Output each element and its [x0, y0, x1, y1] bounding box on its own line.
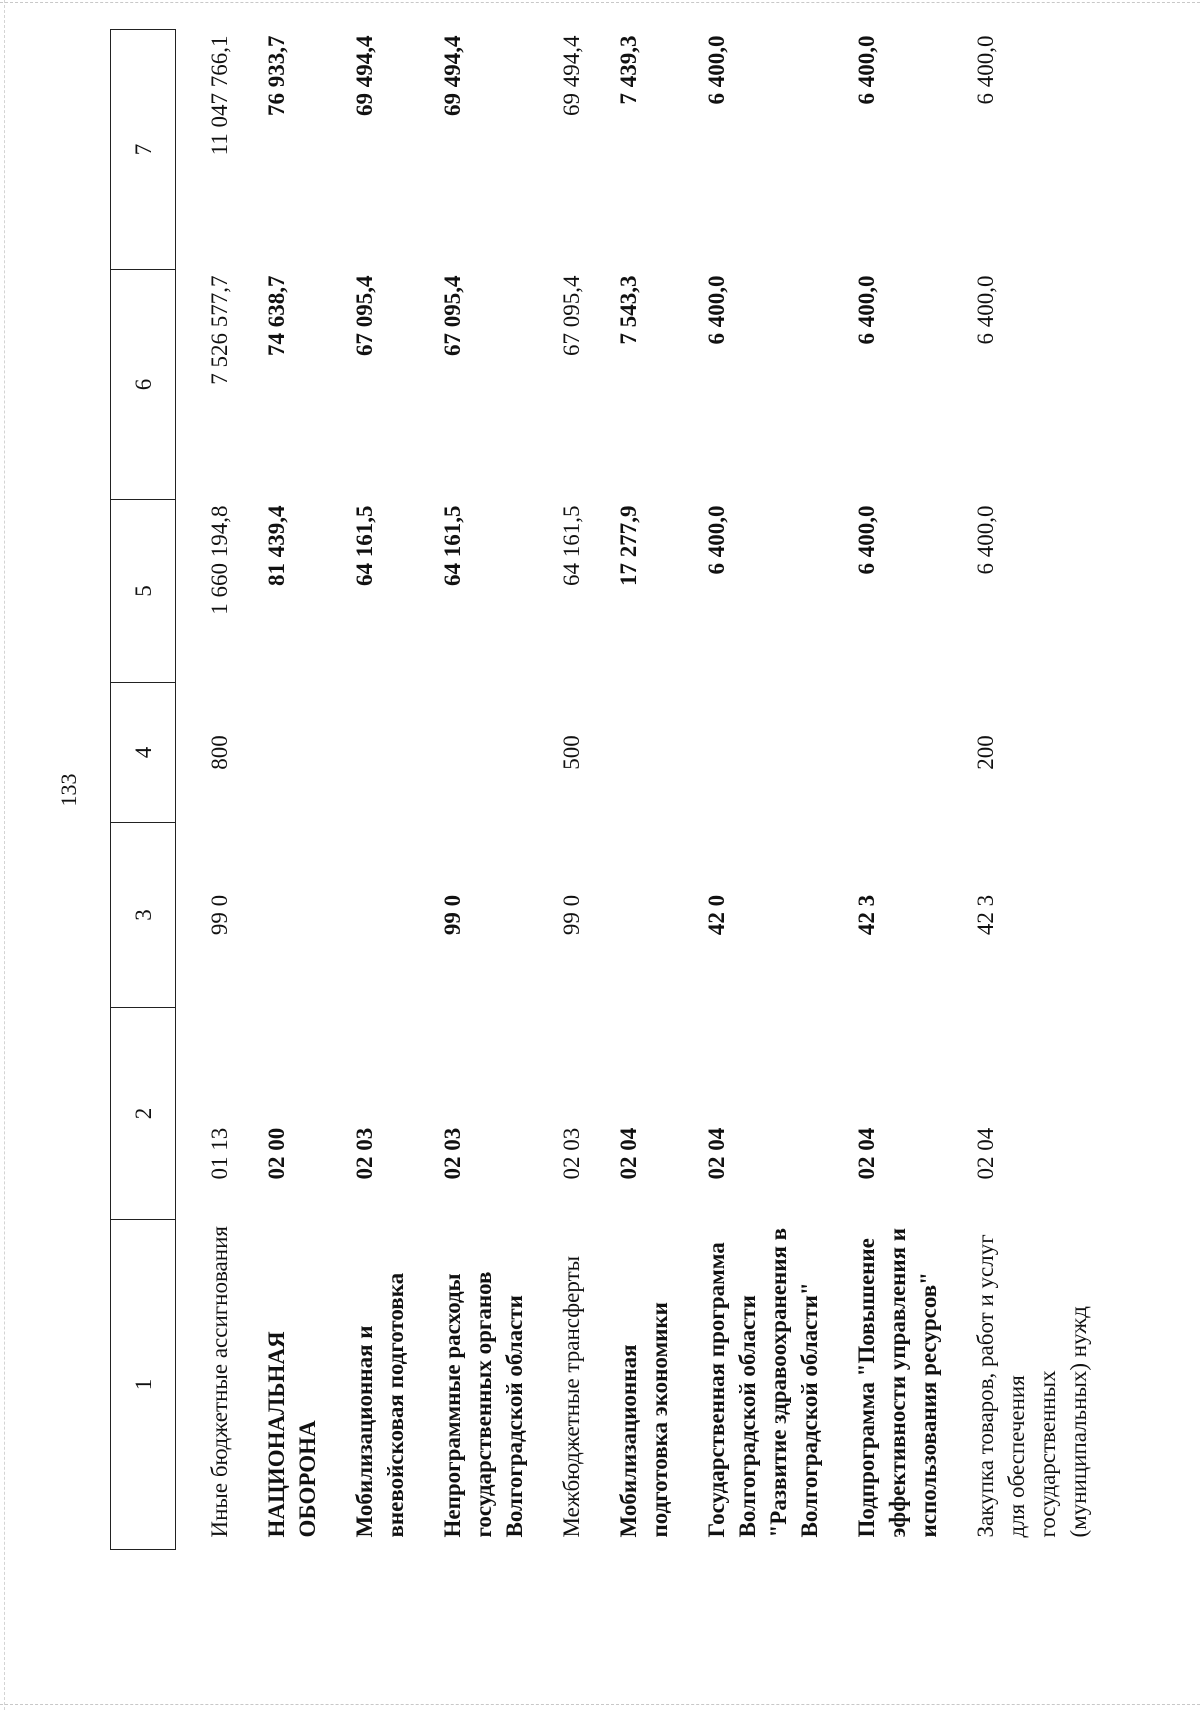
row-value-7: 69 494,4 [440, 35, 465, 116]
row-value-5: 64 161,5 [440, 505, 465, 586]
row-value-7: 76 933,7 [264, 35, 289, 116]
row-value-6: 67 095,4 [559, 275, 584, 356]
row-value-7: 69 494,4 [559, 35, 584, 116]
row-value-5: 64 161,5 [559, 505, 584, 586]
row-section-code: 01 13 [207, 1127, 232, 1180]
column-header-5: 5 [111, 500, 176, 683]
row-name: Мобилизационная подготовка экономики [616, 1302, 672, 1538]
row-section-code: 02 03 [352, 1127, 377, 1180]
row-expense-type: 200 [973, 735, 998, 770]
table-row [176, 30, 236, 1550]
budget-table [110, 29, 1094, 1550]
row-section-code: 02 03 [559, 1127, 584, 1180]
row-expense-type [323, 683, 411, 823]
row-value-6: 7 526 577,7 [207, 275, 232, 385]
column-header-6: 6 [111, 270, 176, 500]
table-row [675, 30, 825, 1550]
scan-edge-bottom [0, 1704, 1200, 1705]
row-value-6: 6 400,0 [973, 275, 998, 345]
row-program-code [587, 823, 675, 1008]
rotated-page [56, 30, 1091, 1550]
row-program-code: 99 0 [207, 894, 232, 936]
row-value-7: 6 400,0 [704, 35, 729, 105]
row-expense-type: 800 [207, 735, 232, 770]
row-name: Мобилизационная и вневойсковая подготовка [352, 1272, 408, 1538]
row-value-5: 6 400,0 [973, 505, 998, 575]
row-value-5: 17 277,9 [616, 505, 641, 586]
row-section-code: 02 00 [264, 1127, 289, 1180]
row-value-7: 7 439,3 [616, 35, 641, 105]
row-value-5: 64 161,5 [352, 505, 377, 586]
row-name: НАЦИОНАЛЬНАЯ ОБОРОНА [264, 1331, 320, 1538]
row-value-6: 6 400,0 [854, 275, 879, 345]
row-expense-type [825, 683, 944, 823]
column-header-2: 2 [111, 1008, 176, 1220]
row-name: Межбюджетные трансферты [559, 1255, 584, 1538]
row-value-6: 74 638,7 [264, 275, 289, 356]
table-row [944, 30, 1094, 1550]
page-number: 133 [56, 773, 81, 807]
row-program-code [323, 823, 411, 1008]
row-section-code: 02 04 [704, 1127, 729, 1180]
row-value-5: 81 439,4 [264, 505, 289, 586]
row-expense-type [587, 683, 675, 823]
row-expense-type: 500 [559, 735, 584, 770]
column-header-7: 7 [111, 30, 176, 270]
row-value-6: 67 095,4 [352, 275, 377, 356]
row-section-code: 02 03 [440, 1127, 465, 1180]
row-program-code: 42 0 [704, 894, 729, 936]
row-name: Иные бюджетные ассигнования [207, 1226, 232, 1538]
column-header-3: 3 [111, 823, 176, 1008]
row-value-5: 6 400,0 [704, 505, 729, 575]
row-section-code: 02 04 [973, 1127, 998, 1180]
row-value-7: 6 400,0 [854, 35, 879, 105]
row-section-code: 02 04 [854, 1127, 879, 1180]
row-program-code: 99 0 [440, 894, 465, 936]
row-value-6: 67 095,4 [440, 275, 465, 356]
row-program-code: 42 3 [973, 894, 998, 936]
row-name: Закупка товаров, работ и услуг для обеспечения государственных (муниципальных) нужд [973, 1234, 1091, 1538]
row-expense-type [411, 683, 530, 823]
row-expense-type [235, 683, 323, 823]
row-name: Непрограммные расходы государственных органов Волгоградской области [440, 1271, 527, 1538]
row-program-code [235, 823, 323, 1008]
row-program-code: 42 3 [854, 894, 879, 936]
row-name: Государственная программа Волгоградской области "Развитие здравоохранения в Волгоградской области" [704, 1227, 822, 1538]
scan-edge-top [0, 2, 1200, 3]
table-row [587, 30, 675, 1550]
row-program-code: 99 0 [559, 894, 584, 936]
row-value-5: 6 400,0 [854, 505, 879, 575]
table-row [411, 30, 530, 1550]
row-value-7: 69 494,4 [352, 35, 377, 116]
table-row [235, 30, 323, 1550]
column-header-1: 1 [111, 1220, 176, 1550]
row-value-7: 11 047 766,1 [207, 35, 232, 156]
table-row [530, 30, 587, 1550]
row-value-7: 6 400,0 [973, 35, 998, 105]
row-expense-type [675, 683, 825, 823]
row-value-5: 1 660 194,8 [207, 505, 232, 615]
row-section-code: 02 04 [616, 1127, 641, 1180]
table-row [323, 30, 411, 1550]
row-value-6: 7 543,3 [616, 275, 641, 345]
row-name: Подпрограмма "Повышение эффективности управления и использования ресурсов" [854, 1227, 941, 1538]
table-header-row [111, 30, 176, 1550]
scan-edge-left [4, 0, 5, 1710]
column-header-4: 4 [111, 683, 176, 823]
table-row [825, 30, 944, 1550]
row-value-6: 6 400,0 [704, 275, 729, 345]
